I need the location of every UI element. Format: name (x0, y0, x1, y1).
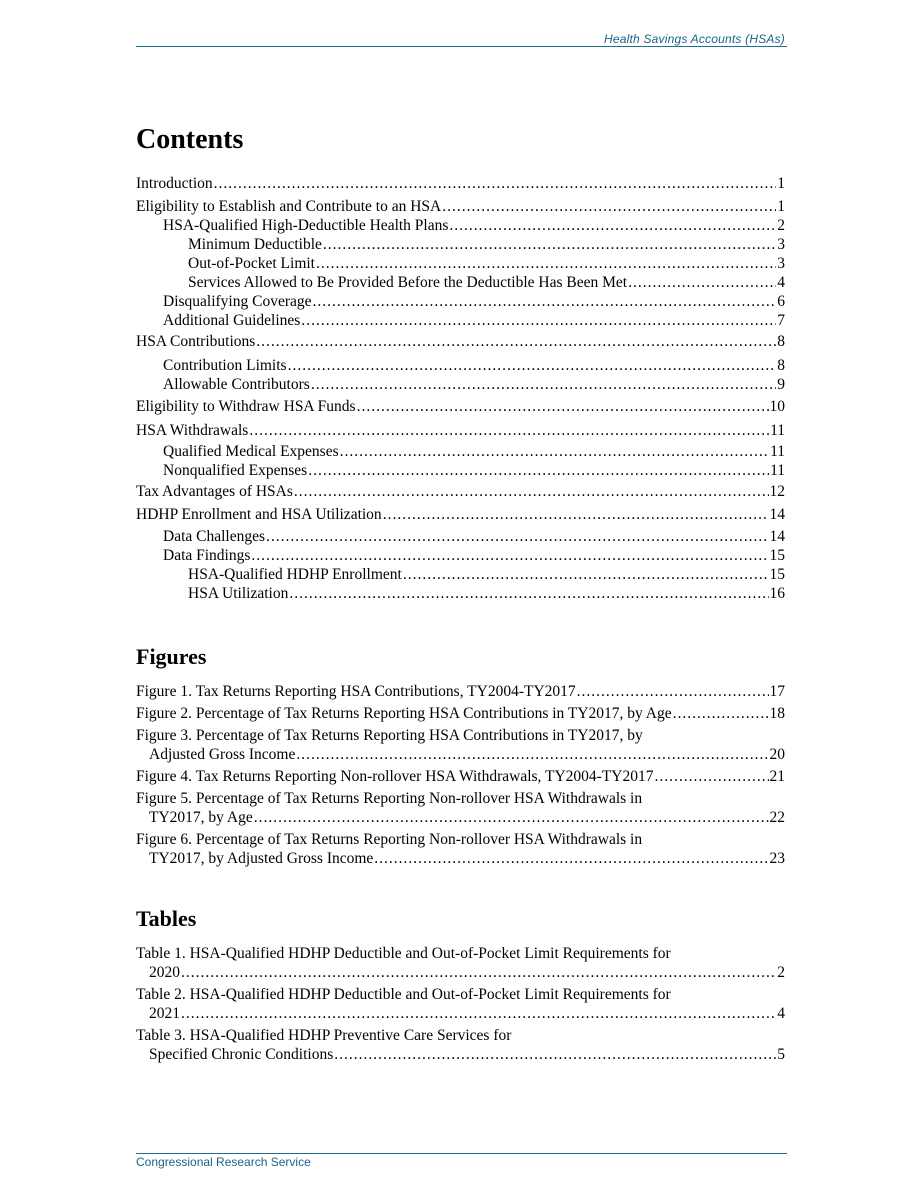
table-entry-title-line1: Table 3. HSA-Qualified HDHP Preventive Care Services for (136, 1027, 512, 1044)
figure-entry[interactable] (136, 789, 785, 827)
toc-entry[interactable] (163, 546, 785, 565)
table-entry-title-line2: 2020 (149, 964, 180, 981)
dot-leader (357, 397, 769, 416)
figure-entry[interactable] (136, 682, 785, 701)
dot-leader (323, 235, 776, 254)
footer-rule (136, 1153, 787, 1154)
dot-leader (308, 461, 769, 480)
toc-entry-page: 15 (769, 566, 785, 583)
toc-entry-page: 11 (770, 462, 785, 479)
toc-entry-page: 3 (777, 236, 785, 253)
toc-entry[interactable] (136, 505, 785, 524)
toc-entry-title: HSA-Qualified High-Deductible Health Plans (163, 217, 449, 234)
toc-entry-title: Tax Advantages of HSAs (136, 483, 293, 500)
dot-leader (673, 704, 769, 723)
dot-leader (340, 442, 769, 461)
dot-leader (288, 356, 777, 375)
toc-entry[interactable] (136, 397, 785, 416)
dot-leader (383, 505, 769, 524)
toc-entry[interactable] (188, 254, 785, 273)
toc-entry[interactable] (163, 375, 785, 394)
table-entry-title-line2: 2021 (149, 1005, 180, 1022)
dot-leader (214, 174, 777, 193)
toc-entry-page: 10 (769, 398, 785, 415)
running-title: Health Savings Accounts (HSAs) (604, 32, 785, 46)
dot-leader (442, 197, 776, 216)
toc-entry[interactable] (136, 174, 785, 193)
toc-entry-title: HSA Contributions (136, 333, 256, 350)
toc-entry[interactable] (188, 273, 785, 292)
figure-entry-page: 18 (769, 705, 785, 722)
toc-entry[interactable] (163, 292, 785, 311)
toc-entry-title: Additional Guidelines (163, 312, 301, 329)
toc-entry-page: 16 (769, 585, 785, 602)
toc-entry-title: HSA Utilization (188, 585, 289, 602)
figures-list (136, 682, 785, 868)
toc-entry-page: 1 (777, 175, 785, 192)
toc-entry[interactable] (188, 235, 785, 254)
toc-entry[interactable] (136, 197, 785, 216)
toc-entry-title: Introduction (136, 175, 213, 192)
toc-entry-page: 4 (777, 274, 785, 291)
table-entry-page: 4 (777, 1005, 785, 1022)
dot-leader (311, 375, 776, 394)
toc-entry-title: Data Challenges (163, 528, 266, 545)
table-entry-page: 2 (777, 964, 785, 981)
figure-entry[interactable] (136, 704, 785, 723)
dot-leader (251, 546, 768, 565)
dot-leader (181, 1004, 776, 1023)
toc-entry[interactable] (163, 311, 785, 330)
toc-entry-page: 11 (770, 422, 785, 439)
dot-leader (403, 565, 769, 584)
toc-entry-page: 2 (777, 217, 785, 234)
toc-entry[interactable] (163, 461, 785, 480)
toc-entry-title: Nonqualified Expenses (163, 462, 308, 479)
toc-entry-title: Data Findings (163, 547, 251, 564)
toc-entry-page: 14 (769, 506, 785, 523)
toc-entry[interactable] (163, 527, 785, 546)
dot-leader (301, 311, 776, 330)
toc-entry[interactable] (136, 482, 785, 501)
dot-leader (256, 332, 776, 351)
figure-entry-page: 20 (769, 746, 785, 763)
toc-entry-title: Allowable Contributors (163, 376, 310, 393)
dot-leader (577, 682, 769, 701)
toc-entry[interactable] (188, 584, 785, 603)
figure-entry-title-line1: Figure 3. Percentage of Tax Returns Reporting HSA Contributions in TY2017, by (136, 727, 643, 744)
toc-entry-title: Eligibility to Withdraw HSA Funds (136, 398, 356, 415)
contents-list (136, 174, 785, 603)
figure-entry-page: 17 (769, 683, 785, 700)
footer-org: Congressional Research Service (136, 1155, 311, 1169)
figure-entry[interactable] (136, 830, 785, 868)
dot-leader (316, 254, 776, 273)
toc-entry[interactable] (136, 332, 785, 351)
toc-entry-page: 6 (777, 293, 785, 310)
toc-entry-page: 11 (770, 443, 785, 460)
table-entry-title-line1: Table 2. HSA-Qualified HDHP Deductible and Out-of-Pocket Limit Requirements for (136, 986, 671, 1003)
toc-entry-page: 8 (777, 333, 785, 350)
dot-leader (374, 849, 768, 868)
toc-entry-page: 12 (769, 483, 785, 500)
table-entry-title-line1: Table 1. HSA-Qualified HDHP Deductible and Out-of-Pocket Limit Requirements for (136, 945, 671, 962)
table-entry[interactable] (136, 944, 785, 982)
toc-entry-page: 15 (769, 547, 785, 564)
figure-entry-page: 23 (769, 850, 785, 867)
toc-entry-title: Eligibility to Establish and Contribute to an HSA (136, 198, 442, 215)
tables-heading: Tables (136, 906, 197, 931)
figure-entry-page: 22 (769, 809, 785, 826)
toc-entry-page: 14 (769, 528, 785, 545)
dot-leader (289, 584, 768, 603)
dot-leader (628, 273, 776, 292)
dot-leader (449, 216, 776, 235)
table-entry[interactable] (136, 1026, 785, 1064)
contents-heading: Contents (136, 124, 244, 155)
figure-entry-title-line2: Adjusted Gross Income (149, 746, 296, 763)
toc-entry[interactable] (163, 216, 785, 235)
figure-entry-title: Figure 4. Tax Returns Reporting Non-rollover HSA Withdrawals, TY2004-TY2017 (136, 768, 654, 785)
figure-entry-title-line2: TY2017, by Adjusted Gross Income (149, 850, 374, 867)
toc-entry-page: 9 (777, 376, 785, 393)
figure-entry-title-line2: TY2017, by Age (149, 809, 253, 826)
toc-entry-title: Contribution Limits (163, 357, 287, 374)
table-entry-page: 5 (777, 1046, 785, 1063)
toc-entry-page: 3 (777, 255, 785, 272)
toc-entry[interactable] (163, 442, 785, 461)
table-entry-title-line2: Specified Chronic Conditions (149, 1046, 334, 1063)
figure-entry[interactable] (136, 767, 785, 786)
dot-leader (313, 292, 777, 311)
table-entry[interactable] (136, 985, 785, 1023)
toc-entry-title: HSA Withdrawals (136, 422, 249, 439)
toc-entry-title: Minimum Deductible (188, 236, 322, 253)
dot-leader (334, 1045, 776, 1064)
toc-entry[interactable] (188, 565, 785, 584)
dot-leader (254, 808, 769, 827)
header-rule (136, 46, 787, 47)
dot-leader (266, 527, 768, 546)
figure-entry-title: Figure 2. Percentage of Tax Returns Reporting HSA Contributions in TY2017, by Age (136, 705, 672, 722)
toc-entry-title: HSA-Qualified HDHP Enrollment (188, 566, 402, 583)
toc-entry-title: Qualified Medical Expenses (163, 443, 339, 460)
figure-entry-page: 21 (769, 768, 785, 785)
toc-entry-page: 7 (777, 312, 785, 329)
toc-entry-page: 1 (777, 198, 785, 215)
toc-entry[interactable] (163, 356, 785, 375)
tables-list (136, 944, 785, 1064)
figure-entry-title-line1: Figure 5. Percentage of Tax Returns Reporting Non-rollover HSA Withdrawals in (136, 790, 643, 807)
figures-heading: Figures (136, 644, 207, 669)
toc-entry-title: Out-of-Pocket Limit (188, 255, 315, 272)
figure-entry[interactable] (136, 726, 785, 764)
toc-entry-title: Services Allowed to Be Provided Before the Deductible Has Been Met (188, 274, 628, 291)
dot-leader (296, 745, 768, 764)
toc-entry-title: HDHP Enrollment and HSA Utilization (136, 506, 382, 523)
dot-leader (294, 482, 769, 501)
toc-entry-title: Disqualifying Coverage (163, 293, 312, 310)
dot-leader (181, 963, 776, 982)
toc-entry[interactable] (136, 421, 785, 440)
toc-entry-page: 8 (777, 357, 785, 374)
figure-entry-title-line1: Figure 6. Percentage of Tax Returns Reporting Non-rollover HSA Withdrawals in (136, 831, 643, 848)
figure-entry-title: Figure 1. Tax Returns Reporting HSA Contributions, TY2004-TY2017 (136, 683, 576, 700)
dot-leader (249, 421, 769, 440)
dot-leader (655, 767, 769, 786)
